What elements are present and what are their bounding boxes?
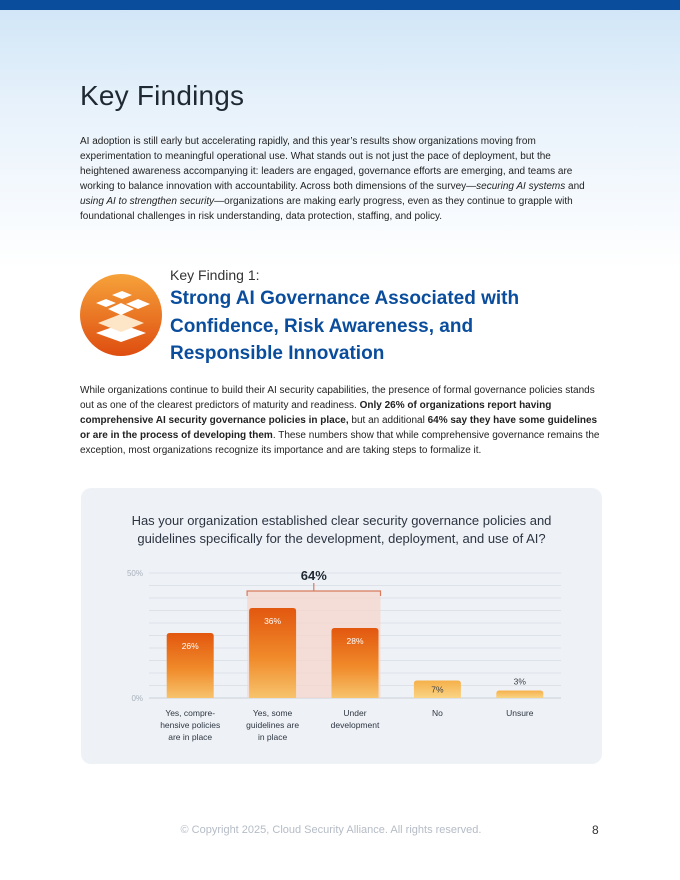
top-accent-bar <box>0 0 680 10</box>
x-category-label: Yes, some <box>252 708 293 718</box>
bar-value-label: 36% <box>264 616 282 626</box>
y-tick-label: 0% <box>131 694 143 703</box>
text-run: and <box>565 181 585 192</box>
x-category-label: development <box>330 720 380 730</box>
bar-value-label: 26% <box>181 641 199 651</box>
text-run: using AI to strengthen security <box>80 196 215 207</box>
stacked-layers-icon <box>80 274 162 356</box>
bracket-label: 64% <box>300 568 327 583</box>
text-run: . These numbers show that while comprehensive governance remains the exception, most organizations recognize its importance and are taking steps to formalize it. <box>80 430 600 456</box>
x-category-label: Yes, compre- <box>165 708 216 718</box>
text-run: Only 26% of organizations report having comprehensive AI security governance policies in place, <box>80 400 552 426</box>
y-tick-label: 50% <box>126 569 143 578</box>
text-run: securing AI systems <box>476 181 566 192</box>
x-category-label: No <box>431 708 443 718</box>
bar-value-label: 3% <box>513 676 526 687</box>
page-title: Key Findings <box>80 80 245 111</box>
finding-body-paragraph <box>80 383 600 458</box>
text-run: AI adoption is still early but accelerating rapidly, and this year’s results show organizations moving from experimentation to meaningful operational use. What stands out is not just the pace of deployment, but the heightened awareness accompanying it: leaders are engaged, governance efforts are emerging, and teams are working to balance innovation with accountability. Across both dimensions of the survey— <box>80 136 573 192</box>
text-run: While organizations continue to build their AI security capabilities, the presence of formal governance policies stands out as one of the clearest predictors of maturity and readiness. <box>80 385 595 411</box>
x-category-label: guidelines are <box>246 720 300 730</box>
text-run: but an additional <box>348 415 428 426</box>
text-run: 64% say they have some guidelines or are in the process of developing them <box>80 415 598 441</box>
x-category-label: Unsure <box>506 708 534 718</box>
footer-copyright: © Copyright 2025, Cloud Security Alliance. All rights reserved. <box>180 824 482 836</box>
finding-title: Strong AI Governance Associated with Confidence, Risk Awareness, and Responsible Innovation <box>170 288 520 364</box>
x-category-label: Under <box>343 708 367 718</box>
finding-kicker: Key Finding 1: <box>170 267 260 283</box>
chart-card <box>81 488 602 764</box>
chart-title-line: Has your organization established clear security governance policies and <box>131 513 552 528</box>
text-run: —organizations are making early progress, even as they continue to grapple with foundational challenges in risk understanding, data protection, staffing, and policy. <box>80 196 573 222</box>
page-number: 8 <box>592 823 599 837</box>
governance-bar-chart <box>81 488 602 764</box>
bar-value-label: 7% <box>431 684 444 695</box>
x-category-label: hensive policies <box>160 720 221 730</box>
bar-value-label: 28% <box>346 636 364 646</box>
x-category-label: are in place <box>168 732 213 742</box>
chart-title-line: guidelines specifically for the development, deployment, and use of AI? <box>137 531 546 546</box>
intro-paragraph <box>80 134 600 224</box>
x-category-label: in place <box>257 732 288 742</box>
bar <box>496 691 543 699</box>
